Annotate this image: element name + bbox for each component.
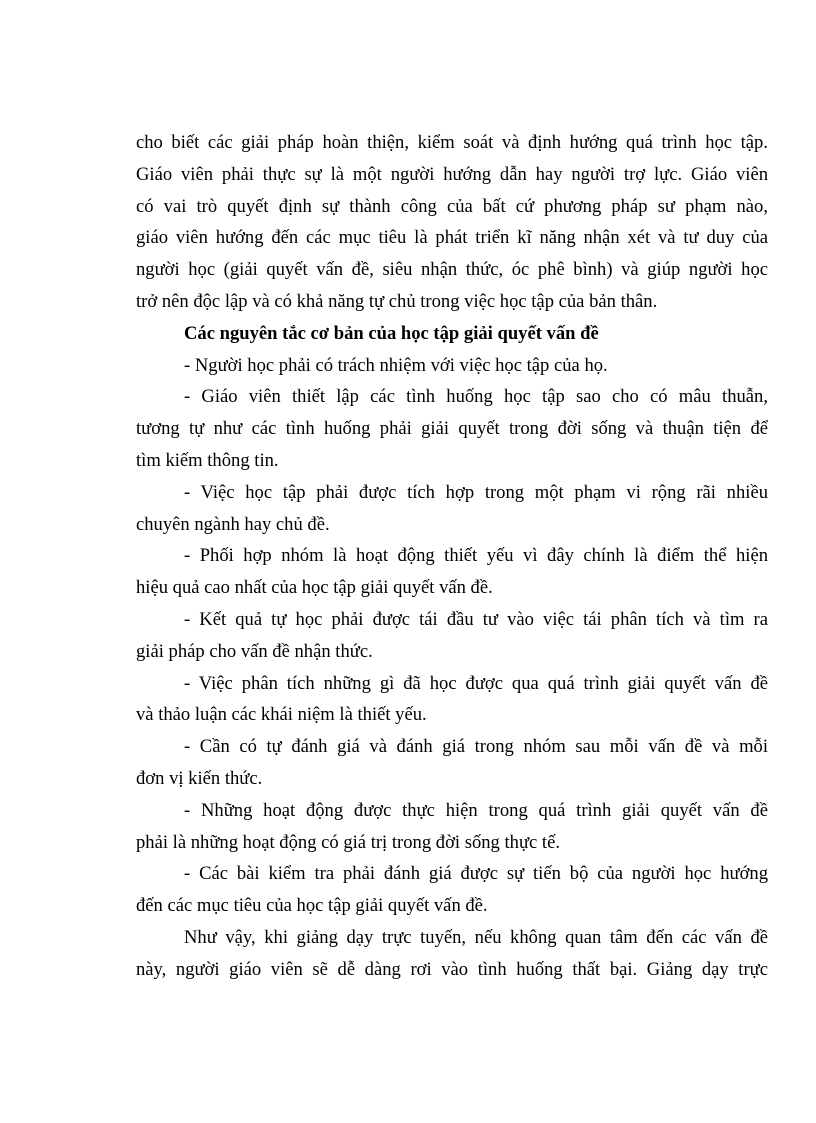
principle-item-continuation: phải là những hoạt động có giá trị trong đời sống thực tế. xyxy=(136,831,560,853)
body-text-line: giáo viên hướng đến các mục tiêu là phát triển kĩ năng nhận xét và tư duy của xyxy=(136,227,768,249)
principle-item: - Việc học tập phải được tích hợp trong một phạm vi rộng rãi nhiều xyxy=(184,481,768,503)
body-text-line: trở nên độc lập và có khả năng tự chủ trong việc học tập của bản thân. xyxy=(136,290,658,312)
principle-item-continuation: hiệu quả cao nhất của học tập giải quyết vấn đề. xyxy=(136,577,493,599)
principle-item: - Giáo viên thiết lập các tình huống học tập sao cho có mâu thuẫn, xyxy=(184,386,768,408)
principle-item-continuation: đến các mục tiêu của học tập giải quyết vấn đề. xyxy=(136,895,488,917)
body-text-line: có vai trò quyết định sự thành công của bất cứ phương pháp sư phạm nào, xyxy=(136,195,768,217)
principle-item: - Cần có tự đánh giá và đánh giá trong nhóm sau mỗi vấn đề và mỗi xyxy=(184,736,768,758)
principle-item-continuation: tương tự như các tình huống phải giải quyết trong đời sống và thuận tiện để xyxy=(136,418,768,440)
body-text-line: người học (giải quyết vấn đề, siêu nhận thức, óc phê bình) và giúp người học xyxy=(136,259,768,281)
document-page xyxy=(136,127,768,986)
body-text-line: Như vậy, khi giảng dạy trực tuyến, nếu không quan tâm đến các vấn đề xyxy=(184,926,768,948)
principle-item-continuation: chuyên ngành hay chủ đề. xyxy=(136,513,330,535)
principle-item: - Việc phân tích những gì đã học được qua quá trình giải quyết vấn đề xyxy=(184,672,768,694)
principle-item-continuation: và thảo luận các khái niệm là thiết yếu. xyxy=(136,704,427,726)
principle-item-continuation: giải pháp cho vấn đề nhận thức. xyxy=(136,640,373,662)
principle-item: - Phối hợp nhóm là hoạt động thiết yếu vì đây chính là điểm thể hiện xyxy=(184,545,768,567)
principle-item: - Những hoạt động được thực hiện trong quá trình giải quyết vấn đề xyxy=(184,799,768,821)
principle-item-continuation: tìm kiếm thông tin. xyxy=(136,449,279,471)
body-text-line: này, người giáo viên sẽ dễ dàng rơi vào tình huống thất bại. Giảng dạy trực xyxy=(136,958,768,980)
principle-item: - Các bài kiểm tra phải đánh giá được sự tiến bộ của người học hướng xyxy=(184,863,768,885)
section-heading: Các nguyên tắc cơ bản của học tập giải quyết vấn đề xyxy=(184,322,599,344)
principle-item: - Người học phải có trách nhiệm với việc học tập của họ. xyxy=(184,354,608,376)
principle-item: - Kết quả tự học phải được tái đầu tư vào việc tái phân tích và tìm ra xyxy=(184,608,768,630)
body-text-line: cho biết các giải pháp hoàn thiện, kiểm soát và định hướng quá trình học tập. xyxy=(136,132,768,153)
principle-item-continuation: đơn vị kiến thức. xyxy=(136,767,263,789)
body-text-line: Giáo viên phải thực sự là một người hướng dẫn hay người trợ lực. Giáo viên xyxy=(136,163,768,185)
